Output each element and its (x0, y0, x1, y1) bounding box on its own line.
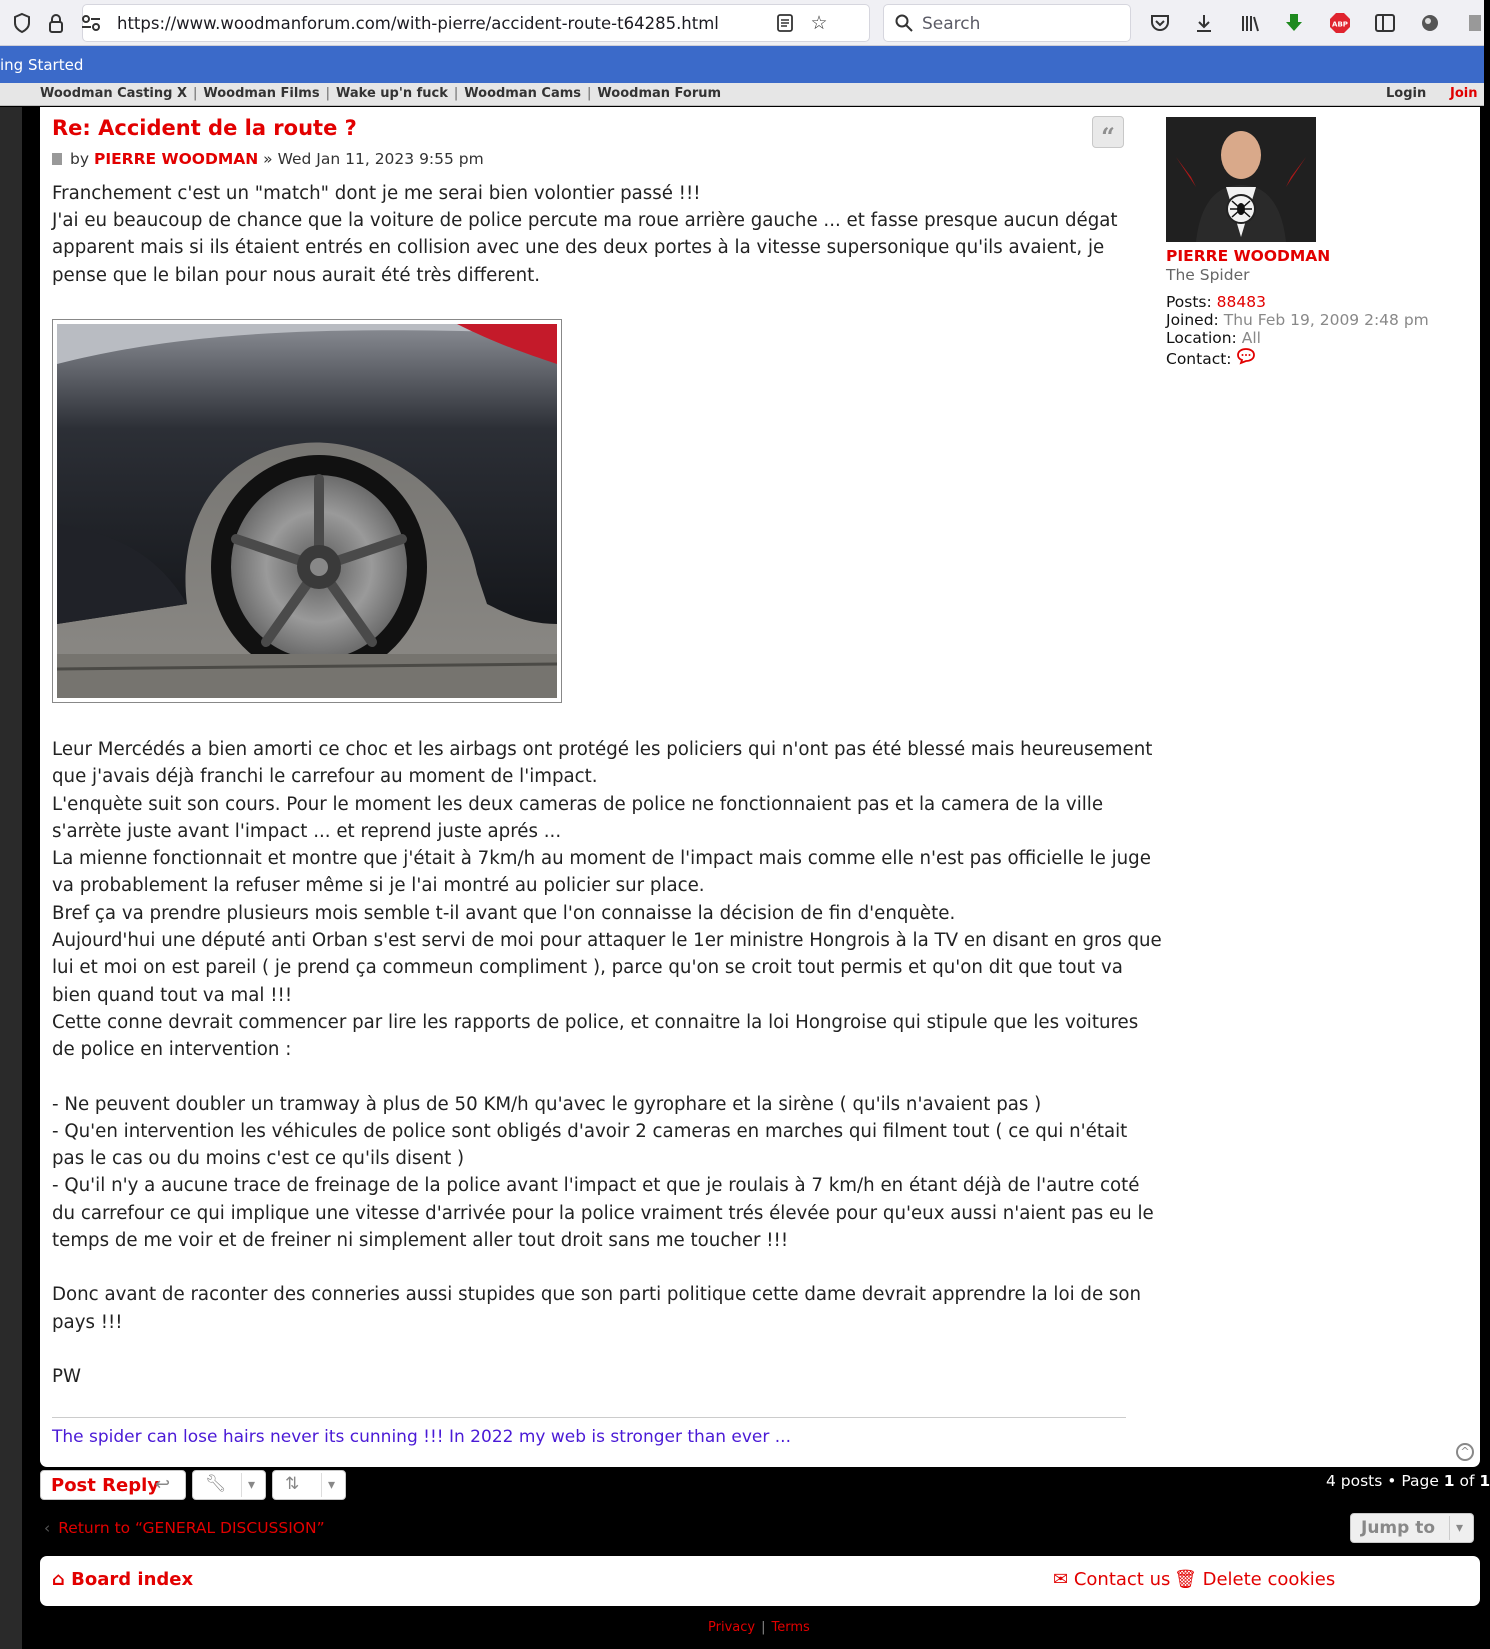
post-paragraph: Leur Mercédés a bien amorti ce choc et les airbags ont protégé les policiers qui n'ont pas été blessé mais heureusement que j'avais déjà franchi le carrefour au moment de l'impact. (52, 739, 1153, 788)
profile-posts (1166, 293, 1266, 311)
profile-joined-value: Thu Feb 19, 2009 2:48 pm (1223, 311, 1429, 329)
download-helper-icon[interactable] (1282, 11, 1306, 35)
contact-bubble-icon[interactable] (1236, 348, 1256, 368)
extension-icon[interactable] (1418, 11, 1442, 35)
downloads-icon[interactable] (1192, 11, 1216, 35)
post-author[interactable]: PIERRE WOODMAN (93, 150, 259, 168)
reader-view-icon[interactable] (773, 11, 797, 35)
post-paragraph: Donc avant de raconter des conneries aussi stupides que son parti politique cette dame devrait apprendre la loi de son pays !!! (52, 1284, 1142, 1333)
profile-rank: The Spider (1166, 266, 1250, 284)
profile-contact-label: Contact: (1166, 350, 1232, 368)
back-to-top-icon[interactable]: ^ (1456, 1443, 1474, 1461)
page-total: 1 (1479, 1472, 1490, 1490)
wrench-icon: 🔧︎ (205, 1474, 227, 1494)
avatar[interactable] (1166, 117, 1316, 242)
return-to-forum-link[interactable] (44, 1519, 325, 1537)
site-nav-links: Woodman Casting X | Woodman Films | Wake up'n fuck | Woodman Cams | Woodman Forum (40, 86, 722, 101)
signature-divider (52, 1417, 1126, 1418)
post-sign-off: PW (52, 1365, 81, 1387)
contact-us-label: Contact us (1073, 1569, 1171, 1590)
privacy-link[interactable]: Privacy (708, 1620, 756, 1635)
adblock-icon[interactable] (1328, 11, 1352, 35)
paragraph-gap (52, 1064, 1162, 1091)
sort-dropdown[interactable] (272, 1470, 346, 1500)
bookmark-getting-started[interactable]: ing Started (0, 56, 84, 74)
site-nav (0, 83, 1484, 106)
browser-toolbar (0, 0, 1484, 46)
profile-joined (1166, 311, 1429, 329)
jump-to-label: Jump to (1361, 1518, 1436, 1538)
shield-icon[interactable] (10, 11, 34, 35)
paragraph-gap (52, 1336, 1162, 1363)
quote-icon: “ (1101, 122, 1115, 151)
return-link-label: Return to “GENERAL DISCUSSION” (58, 1519, 325, 1537)
car-wheel-photo (57, 324, 557, 698)
permissions-icon[interactable] (79, 11, 103, 35)
bookmark-star-icon[interactable]: ☆ (810, 12, 828, 34)
post-paragraph: Bref ça va prendre plusieurs mois semble t-il avant que l'on connaisse la décision de fin d'enquète. (52, 902, 956, 924)
caret-down-icon: ▾ (1449, 1516, 1463, 1540)
library-icon[interactable] (1238, 11, 1262, 35)
profile-username[interactable]: PIERRE WOODMAN (1166, 247, 1331, 265)
post-panel (40, 107, 1480, 1467)
bottom-links: Privacy | Terms (708, 1620, 810, 1635)
profile-location (1166, 329, 1261, 347)
post-content-top (52, 180, 1162, 289)
post-reply-button[interactable] (40, 1470, 186, 1500)
caret-down-icon: ▾ (241, 1473, 255, 1497)
post-list-item: - Ne peuvent doubler un tramway à plus de 50 KM/h qu'avec le gyrophare et la sirène ( qu'ils n'avaient pas ) (52, 1093, 1042, 1115)
url-bar[interactable] (82, 4, 870, 42)
search-icon (892, 11, 916, 35)
search-placeholder: Search (922, 14, 981, 34)
contact-us-link[interactable] (1053, 1569, 1170, 1590)
nav-link-films[interactable]: Woodman Films (203, 86, 320, 101)
page-current: 1 (1443, 1472, 1455, 1490)
pocket-icon[interactable] (1148, 11, 1172, 35)
quote-button[interactable] (1092, 116, 1124, 151)
nav-link-casting[interactable]: Woodman Casting X (40, 86, 187, 101)
svg-text:ABP: ABP (1332, 20, 1348, 29)
post-paragraph: Aujourd'hui une député anti Orban s'est servi de moi pour attaquer le 1er ministre Hongrois à la TV en disant en gros que lui et moi on est pareil ( je prend ça commeun compliment ), parce qu'on se croit tout permis et qu'on dit que tout va bien quand tout va mal !!! (52, 930, 1162, 1006)
terms-link[interactable]: Terms (771, 1620, 810, 1635)
profile-contact (1166, 348, 1256, 368)
sort-icon: ⇅ (285, 1474, 300, 1494)
profile-posts-label: Posts: (1166, 293, 1212, 311)
footer-bar (40, 1556, 1480, 1606)
post-title[interactable]: Re: Accident de la route ? (52, 116, 357, 140)
envelope-icon: ✉ (1053, 1569, 1069, 1590)
delete-cookies-link[interactable] (1174, 1569, 1335, 1590)
tools-dropdown[interactable] (192, 1470, 266, 1500)
post-image[interactable] (52, 319, 562, 703)
post-paragraph: J'ai eu beaucoup de chance que la voiture de police percute ma roue arrière gauche ... et fasse presque aucun dégat apparent mais si ils étaient entrés en collision avec une des deux portes à la vitesse supersonique qu'ils avaient, je pense que le bilan pour nous aurait été très different. (52, 210, 1118, 286)
profile-joined-label: Joined: (1166, 311, 1219, 329)
join-link[interactable]: Join (1450, 86, 1478, 101)
post-signature: The spider can lose hairs never its cunning !!! In 2022 my web is stronger than ever ... (52, 1427, 791, 1447)
pagination (1326, 1472, 1490, 1490)
post-list-item: - Qu'il n'y a aucune trace de freinage de la police avant l'impact et que je roulais à 7 km/h en étant déjà de l'autre coté du carrefour ce qui implique une vitesse d'arrivée pour la police vraiment trés élevée pour qu'eux aussi n'aient pas eu le temps de me voir et de freiner ni simplement aller tout droit sans me toucher !!! (52, 1175, 1154, 1252)
board-index-link[interactable] (52, 1569, 193, 1590)
post-paragraph: Cette conne devrait commencer par lire les rapports de police, et connaitre la loi Hongroise qui stipule que les voitures de police en intervention : (52, 1011, 1139, 1061)
post-meta (52, 150, 484, 168)
board-index-label: Board index (71, 1569, 194, 1590)
post-by: by (70, 150, 90, 168)
trash-icon: 🗑︎ (1174, 1569, 1197, 1590)
delete-cookies-label: Delete cookies (1202, 1569, 1336, 1590)
post-content-bottom (52, 736, 1162, 1390)
caret-down-icon: ▾ (321, 1473, 335, 1497)
bookmarks-bar (0, 46, 1484, 83)
home-icon: ⌂ (52, 1569, 65, 1590)
pagination-prefix: 4 posts • Page (1326, 1472, 1439, 1490)
nav-link-cams[interactable]: Woodman Cams (464, 86, 582, 101)
left-margin (0, 107, 22, 1649)
search-bar[interactable] (883, 4, 1131, 42)
post-reply-label: Post Reply (51, 1475, 159, 1496)
post-paragraph: Franchement c'est un "match" dont je me serai bien volontier passé !!! (52, 183, 701, 204)
url-text[interactable]: https://www.woodmanforum.com/with-pierre/accident-route-t64285.html (117, 14, 719, 33)
post-paragraph: L'enquète suit son cours. Pour le moment les deux cameras de police ne fonctionnaient pas et la camera de la ville s'arrète juste avant l'impact ... et reprend juste aprés ... (52, 793, 1104, 842)
profile-posts-count[interactable]: 88483 (1216, 293, 1266, 311)
nav-link-wakeup[interactable]: Wake up'n fuck (336, 86, 448, 101)
chevron-left-icon: ‹ (44, 1519, 51, 1537)
post-date: » Wed Jan 11, 2023 9:55 pm (263, 150, 484, 168)
post-icon[interactable] (52, 153, 62, 165)
profile-location-label: Location: (1166, 329, 1237, 347)
overflow-menu-icon[interactable] (1462, 11, 1484, 35)
post-list-item: - Qu'en intervention les véhicules de police sont obligés d'avoir 2 cameras en marches qui filment tout ( ce qui n'était pas le cas ou du moins c'est ce qu'ils disent ) (52, 1120, 1128, 1170)
page-of: of (1459, 1472, 1475, 1490)
profile-location-value: All (1241, 329, 1261, 347)
paragraph-gap (52, 1254, 1162, 1281)
post-paragraph: La mienne fonctionnait et montre que j'était à 7km/h au moment de l'impact mais comme elle n'est pas officielle le juge va probablement la refuser même si je l'ai montré au policier sur place. (52, 848, 1151, 897)
nav-link-forum[interactable]: Woodman Forum (597, 86, 722, 101)
login-link[interactable]: Login (1386, 86, 1427, 101)
reply-icon: ↩ (155, 1474, 171, 1495)
sidebar-icon[interactable] (1373, 11, 1397, 35)
jump-to-dropdown[interactable] (1350, 1513, 1474, 1543)
lock-icon[interactable] (44, 11, 68, 35)
